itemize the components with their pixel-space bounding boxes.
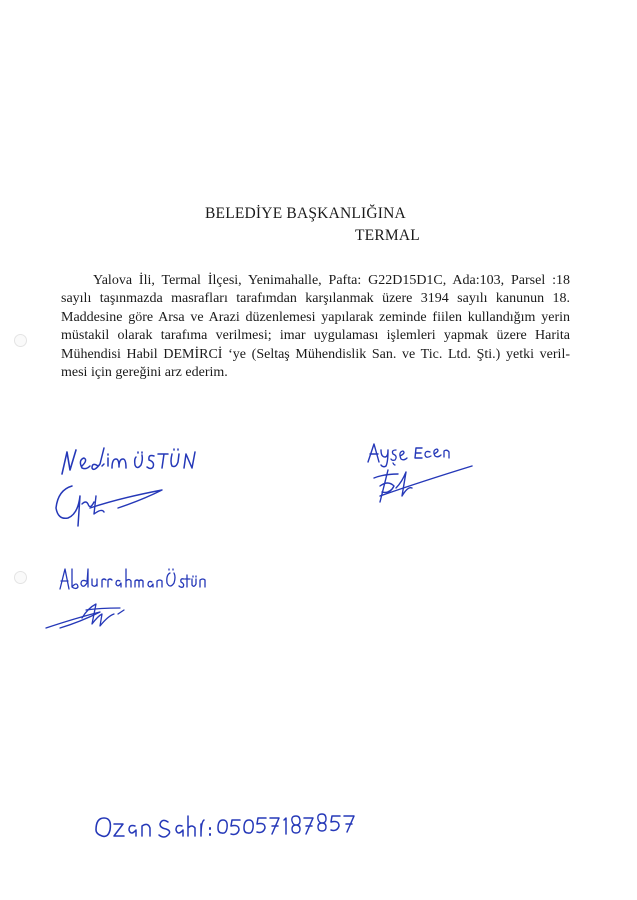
body-line: Mühendisi Habil DEMİRCİ ‘ye (Seltaş Mühendislik San. ve Tic. Ltd. Şti.) yetki veril- — [61, 346, 570, 362]
handwritten-contact-note — [92, 808, 372, 853]
body-line: Yalova İli, Termal İlçesi, Yenimahalle, Pafta: G22D15D1C, Ada:103, Parsel :18 — [93, 273, 570, 288]
body-line: mesi için gereğini arz ederim. — [61, 365, 228, 381]
punch-hole-mark — [14, 334, 27, 347]
signature-ayse — [368, 460, 478, 515]
body-line: sayılı taşınmazda masrafları tarafımdan karşılanmak üzere 3194 sayılı kanunun 18. — [61, 291, 570, 307]
signature-abdurrahman — [42, 596, 142, 641]
body-line: müstakil olarak tarafıma verilmesi; imar uygulaması işlemleri yapmak üzere Harita — [61, 328, 570, 344]
letter-addressee-location: TERMAL — [355, 227, 420, 244]
signature-nedim — [52, 478, 172, 533]
letter-body — [61, 272, 570, 382]
letter-addressee: BELEDİYE BAŞKANLIĞINA — [205, 205, 406, 222]
handwritten-name-abdurrahman — [58, 565, 208, 600]
punch-hole-mark — [14, 571, 27, 584]
body-line: Maddesine göre Arsa ve Arazi düzenlemesi yapılarak zeminde fiilen kullandığım yerin — [61, 309, 570, 325]
